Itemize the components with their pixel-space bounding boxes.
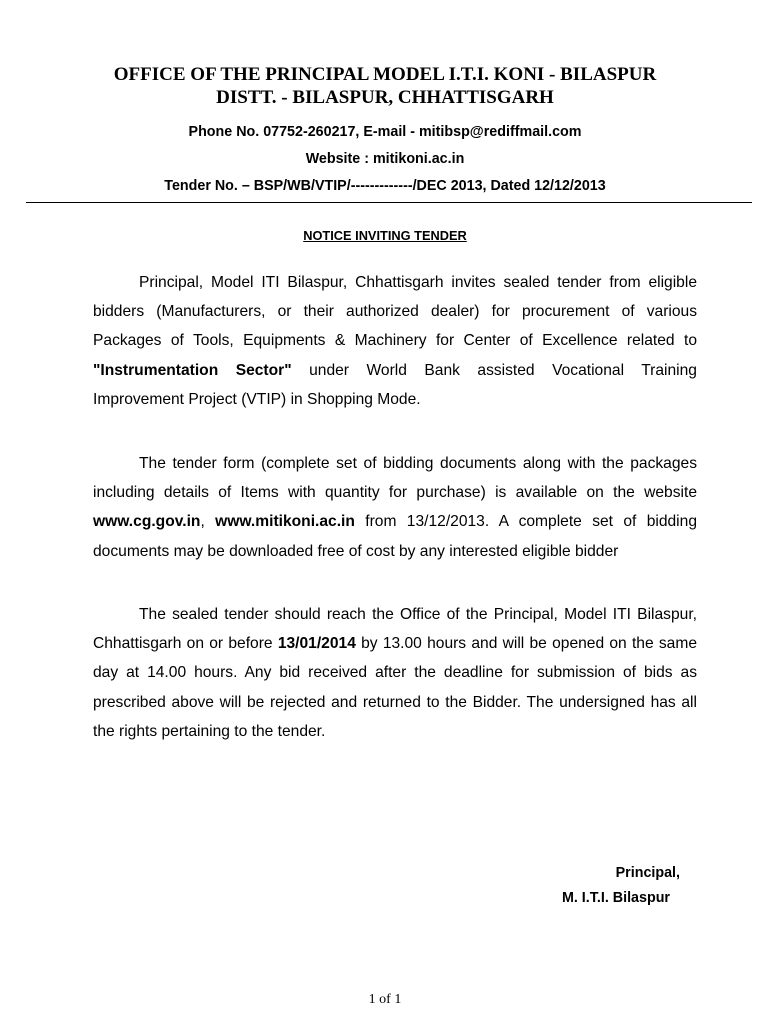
paragraph-deadline: [93, 600, 697, 746]
notice-title: NOTICE INVITING TENDER: [303, 228, 467, 243]
paragraph-text: The sealed tender should reach the Office of the Principal, Model ITI Bilaspur, Chhattisgarh on or before: [93, 606, 697, 653]
district-title: DISTT. - BILASPUR, CHHATTISGARH: [216, 87, 554, 108]
signature-institute: M. I.T.I. Bilaspur: [561, 890, 670, 906]
paragraph-invitation: [93, 268, 697, 414]
sector-name: "Instrumentation Sector": [93, 361, 292, 379]
header-divider: [26, 202, 752, 203]
office-title: OFFICE OF THE PRINCIPAL MODEL I.T.I. KONI - BILASPUR: [113, 64, 657, 85]
website-link-mitikoni: www.mitikoni.ac.in: [215, 513, 355, 531]
paragraph-text: by 13.00 hours and will be opened on the same day at 14.00 hours. Any bid received after the deadline for submission of bids as prescribed above will be rejected and returned to the Bidder. The undersigned has all the rights pertaining to the tender.: [93, 635, 698, 740]
paragraph-text: The tender form (complete set of bidding documents along with the packages including details of Items with quantity for purchase) is available on the website: [93, 455, 697, 502]
tender-number-line: Tender No. – BSP/WB/VTIP/-------------/DEC 2013, Dated 12/12/2013: [164, 178, 606, 194]
signature-title: Principal,: [615, 865, 680, 881]
website-link-cg: www.cg.gov.in: [93, 513, 201, 531]
paragraph-availability: [93, 449, 697, 566]
deadline-date: 13/01/2014: [277, 635, 356, 653]
page-number: 1 of 1: [368, 992, 402, 1007]
paragraph-text: under World Bank assisted Vocational Training Improvement Project (VTIP) in Shopping Mode.: [93, 361, 697, 408]
contact-line: Phone No. 07752-260217, E-mail - mitibsp@rediffmail.com: [188, 124, 582, 140]
paragraph-text: from 13/12/2013. A complete set of bidding documents may be downloaded free of cost by any interested eligible bidder: [93, 513, 697, 560]
paragraph-text: Principal, Model ITI Bilaspur, Chhattisgarh invites sealed tender from eligible bidders (Manufacturers, or their authorized dealer) for procurement of various Packages of Tools, Equipments & Machinery for Center of Excellence related to: [93, 274, 697, 350]
paragraph-text: ,: [200, 513, 216, 531]
website-line: Website : mitikoni.ac.in: [305, 151, 465, 167]
